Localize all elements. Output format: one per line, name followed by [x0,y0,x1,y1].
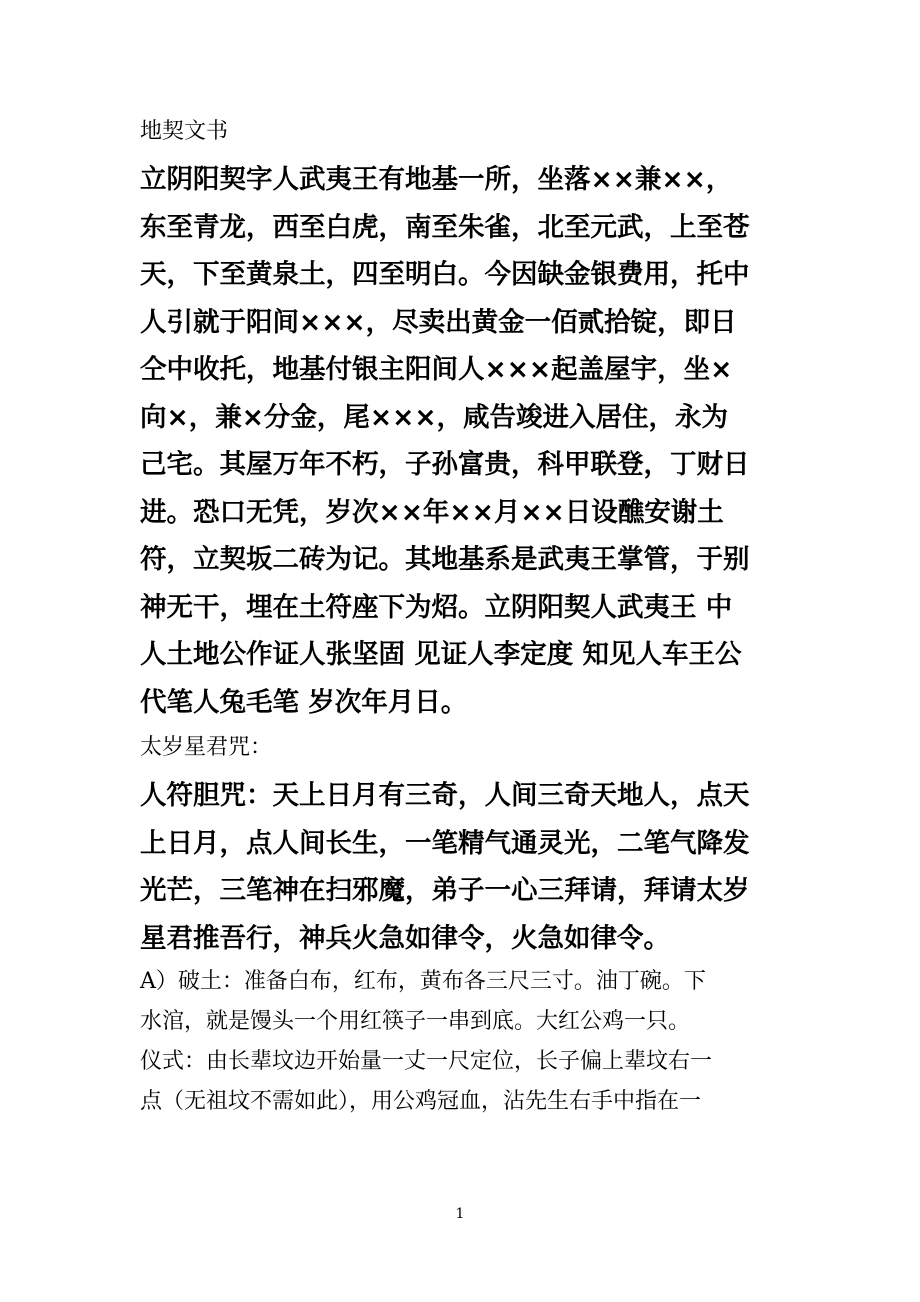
contract-line: 己宅。其屋万年不朽，子孙富贵，科甲联登，丁财日 [140,449,750,480]
contract-line: 向×，兼×分金，尾×××，咸告竣进入居住，永为 [140,401,729,433]
ritual-paragraph [140,962,790,1122]
contract-line: 人土地公作证人张坚固 见证人李定度 知见人车王公 [140,639,742,670]
section-heading: 太岁星君咒： [140,735,273,760]
ritual-line: A）破土：准备白布，红布，黄布各三尺三寸。油丁碗。下 [140,969,706,994]
contract-line: 符，立契坂二砖为记。其地基系是武夷王掌管，于别 [140,544,750,575]
contract-line: 仝中收托，地基付银主阳间人×××起盖屋宇，坐× [140,354,733,385]
contract-line: 神无干，埋在土符座下为炤。立阴阳契人武夷王 中 [140,591,733,623]
ritual-line: 点（无祖坟不需如此），用公鸡冠血，沾先生右手中指在一 [140,1089,702,1114]
incantation-line: 光芒，三笔神在扫邪魔，弟子一心三拜请，拜请太岁 [140,875,750,906]
contract-line: 进。恐口无凭，岁次××年××月××日设醮安谢土 [140,496,724,528]
incantation-line: 人符胆咒：天上日月有三奇，人间三奇天地人，点天 [140,780,750,811]
ritual-line: 仪式：由长辈坟边开始量一丈一尺定位，长子偏上辈坟右一 [140,1049,713,1074]
incantation-line: 上日月，点人间长生，一笔精气通灵光，二笔气降发 [140,827,750,859]
incantation-paragraph [140,772,790,962]
contract-line: 天，下至黄泉土，四至明白。今因缺金银费用，托中 [140,259,750,290]
document-title: 地契文书 [140,119,229,144]
contract-line: 立阴阳契字人武夷王有地基一所，坐落××兼××， [140,164,733,195]
contract-line: 人引就于阳间×××，尽卖出黄金一佰贰拾锭，即日 [140,306,737,338]
ritual-line: 水涫，就是馒头一个用红筷子一串到底。大红公鸡一只。 [140,1009,691,1034]
contract-line: 东至青龙，西至白虎，南至朱雀，北至元武，上至苍 [140,211,750,243]
contract-paragraph [140,156,790,726]
page-number: 1 [455,1206,465,1222]
contract-line: 代笔人兔毛笔 岁次年月日。 [140,686,468,718]
document-page [140,112,790,1122]
incantation-line: 星君推吾行，神兵火急如律令，火急如律令。 [140,922,670,954]
